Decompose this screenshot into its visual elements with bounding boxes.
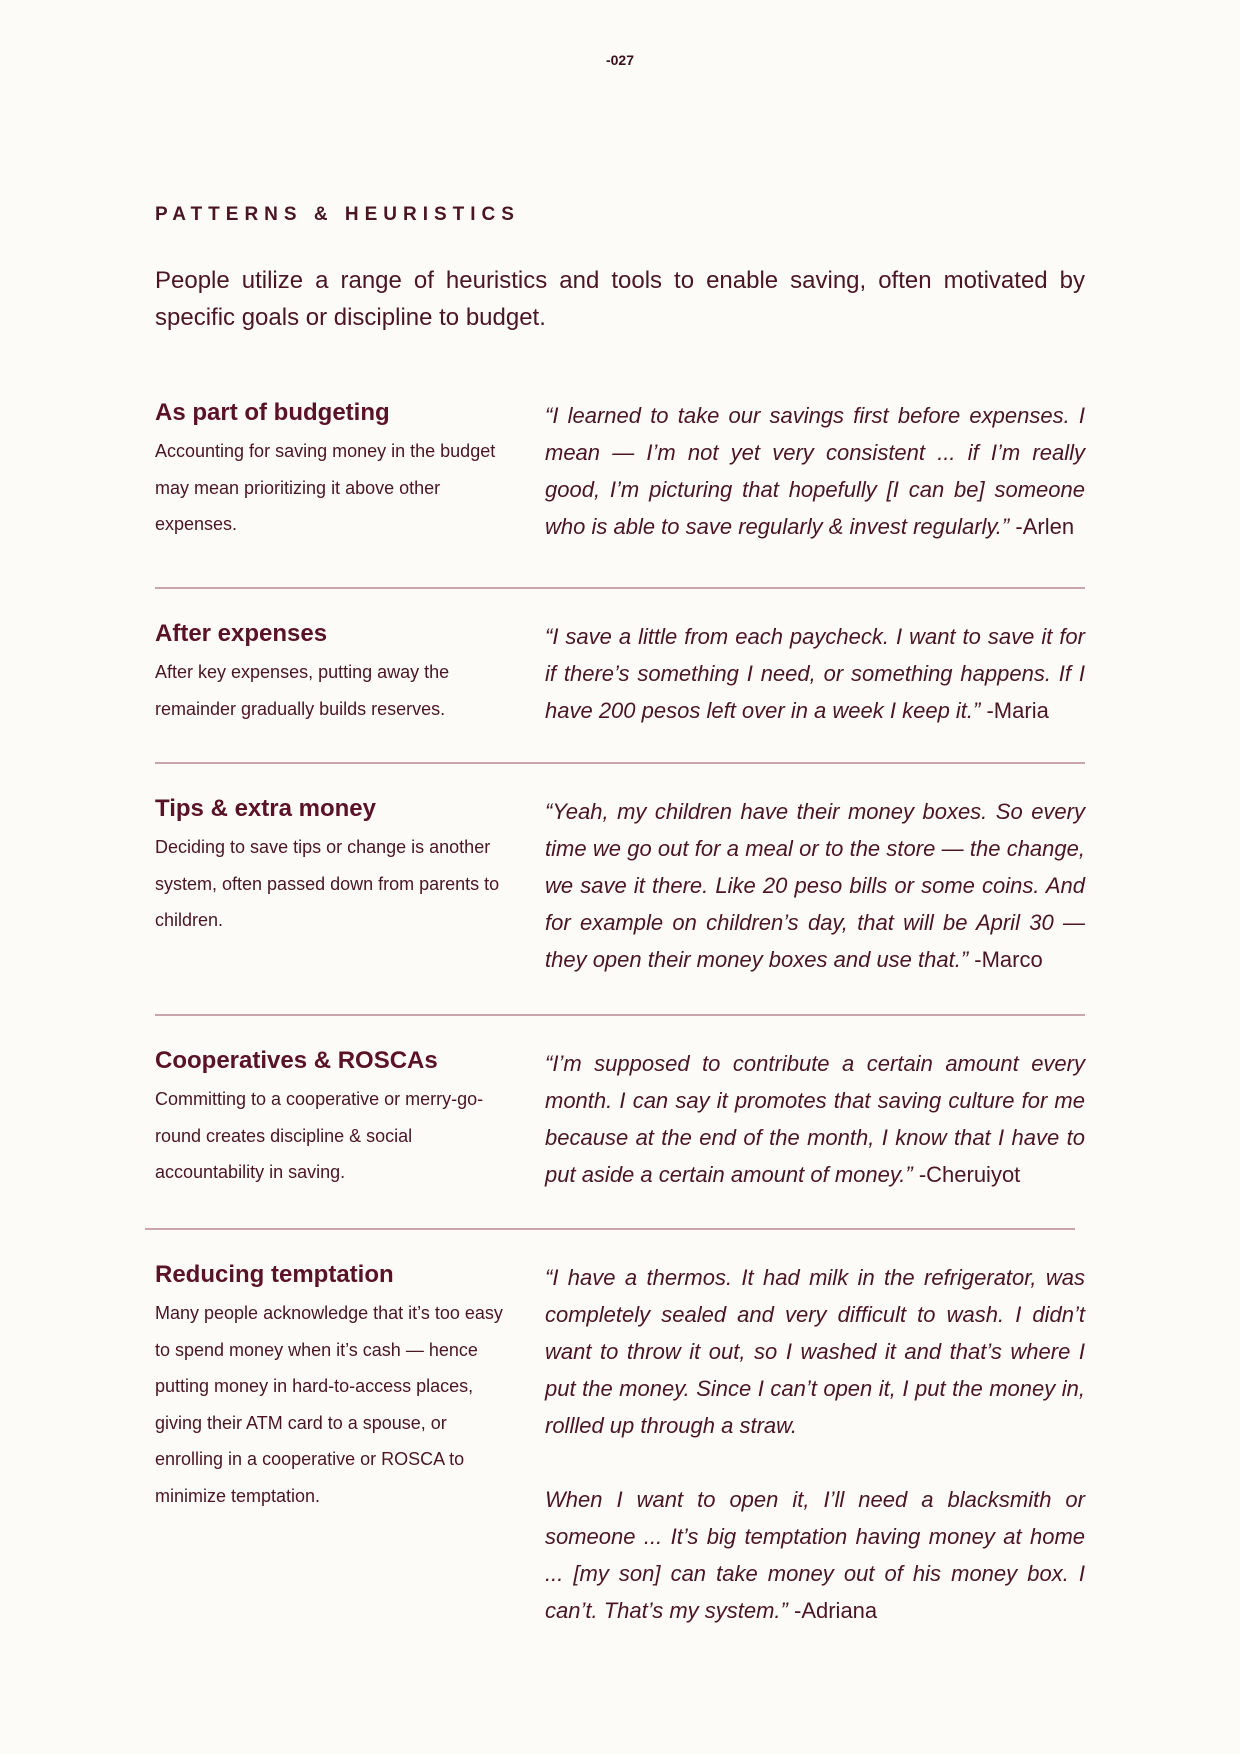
- quote-attribution: -Marco: [974, 947, 1043, 972]
- row-description: After key expenses, putting away the remainder gradually builds reserves.: [155, 662, 450, 719]
- quote-text-continued: When I want to open it, I’ll need a blacksmith or someone ... It’s big temptation having money at home ... [my son] can take money out of his money box. I can’t. That’s my system.”: [545, 1487, 1085, 1623]
- quote-attribution: -Maria: [986, 698, 1049, 723]
- row-heading: Tips & extra money: [155, 795, 376, 822]
- intro-paragraph: People utilize a range of heuristics and tools to enable saving, often motivated by specific goals or discipline to budget.: [155, 267, 1085, 331]
- divider: [155, 1014, 1085, 1016]
- row-heading: Cooperatives & ROSCAs: [155, 1047, 438, 1074]
- row-description: Committing to a cooperative or merry-go-round creates discipline & social accountability in saving.: [155, 1089, 484, 1182]
- row-description: Deciding to save tips or change is another system, often passed down from parents to children.: [155, 837, 500, 930]
- row-quote: [545, 618, 1085, 729]
- quote-text: “I’m supposed to contribute a certain amount every month. I can say it promotes that saving culture for me because at the end of the month, I know that I have to put aside a certain amount of money.”: [545, 1051, 1085, 1187]
- page-number: -027: [605, 52, 635, 68]
- quote-text: “Yeah, my children have their money boxes. So every time we go out for a meal or to the store — the change, we save it there. Like 20 peso bills or some coins. And for example on children’s day, that will be April 30 — they open their money boxes and use that.”: [545, 799, 1085, 972]
- row-quote: [545, 793, 1085, 978]
- quote-text: “I save a little from each paycheck. I want to save it for if there’s something I need, or something happens. If I have 200 pesos left over in a week I keep it.”: [545, 624, 1085, 723]
- divider: [155, 762, 1085, 764]
- row-description: Accounting for saving money in the budget may mean prioritizing it above other expenses.: [155, 441, 496, 534]
- row-quote: [545, 1259, 1085, 1629]
- section-label: PATTERNS & HEURISTICS: [155, 204, 520, 225]
- row-heading: As part of budgeting: [155, 399, 390, 426]
- quote-attribution: -Cheruiyot: [918, 1162, 1021, 1187]
- divider: [155, 587, 1085, 589]
- row-heading: After expenses: [155, 620, 328, 647]
- quote-attribution: -Arlen: [1015, 514, 1075, 539]
- row-description: Many people acknowledge that it’s too easy to spend money when it’s cash — hence putting money in hard-to-access places, giving their ATM card to a spouse, or enrolling in a cooperative or ROSCA to minimize temptation.: [155, 1303, 503, 1506]
- quote-text: “I have a thermos. It had milk in the refrigerator, was completely sealed and very difficult to wash. I didn’t want to throw it out, so I washed it and that’s where I put the money. Since I can’t open it, I put the money in, rollled up through a straw.: [545, 1265, 1085, 1438]
- row-heading: Reducing temptation: [155, 1261, 394, 1288]
- quote-attribution: -Adriana: [794, 1598, 878, 1623]
- divider: [145, 1228, 1075, 1230]
- quote-text: “I learned to take our savings first before expenses. I mean — I’m not yet very consistent ... if I’m really good, I’m picturing that hopefully [I can be] someone who is able to save regularly & invest regularly.”: [545, 403, 1085, 539]
- row-quote: [545, 1045, 1085, 1193]
- row-quote: [545, 397, 1085, 545]
